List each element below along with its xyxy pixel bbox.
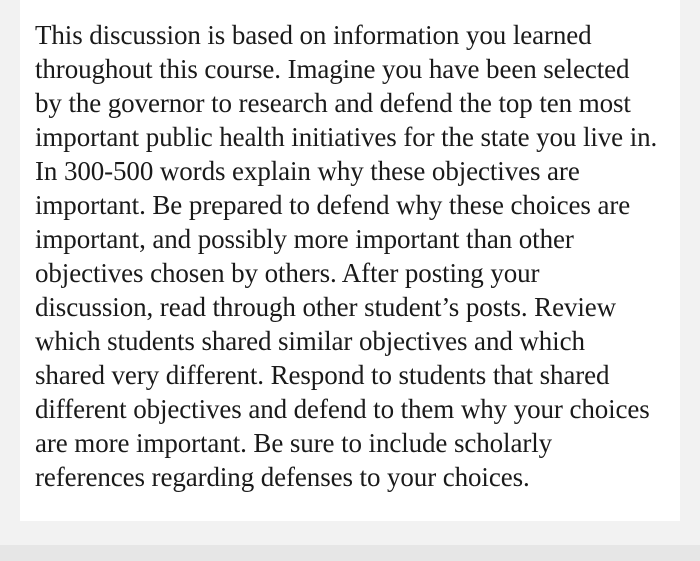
prompt-line-12: different objectives and defend to them why your choices — [35, 394, 650, 424]
prompt-line-5: In 300-500 words explain why these objectives are — [35, 156, 580, 186]
prompt-line-2: throughout this course. Imagine you have been selected — [35, 54, 630, 84]
prompt-line-13: are more important. Be sure to include scholarly — [35, 428, 553, 458]
prompt-line-10: which students shared similar objectives and which — [35, 326, 585, 356]
bottom-band — [0, 545, 700, 561]
prompt-line-7: important, and possibly more important than other — [35, 224, 574, 254]
prompt-line-14: references regarding defenses to your choices. — [35, 462, 530, 492]
prompt-line-9: discussion, read through other student’s posts. Review — [35, 292, 617, 322]
document-card — [20, 0, 680, 521]
prompt-line-8: objectives chosen by others. After posting your — [35, 258, 540, 288]
prompt-line-11: shared very different. Respond to students that shared — [35, 360, 610, 390]
prompt-line-6: important. Be prepared to defend why these choices are — [35, 190, 631, 220]
prompt-line-4: important public health initiatives for the state you live in. — [35, 122, 658, 152]
prompt-line-1: This discussion is based on information you learned — [35, 20, 592, 50]
prompt-line-3: by the governor to research and defend the top ten most — [35, 88, 631, 118]
discussion-prompt — [35, 18, 675, 494]
